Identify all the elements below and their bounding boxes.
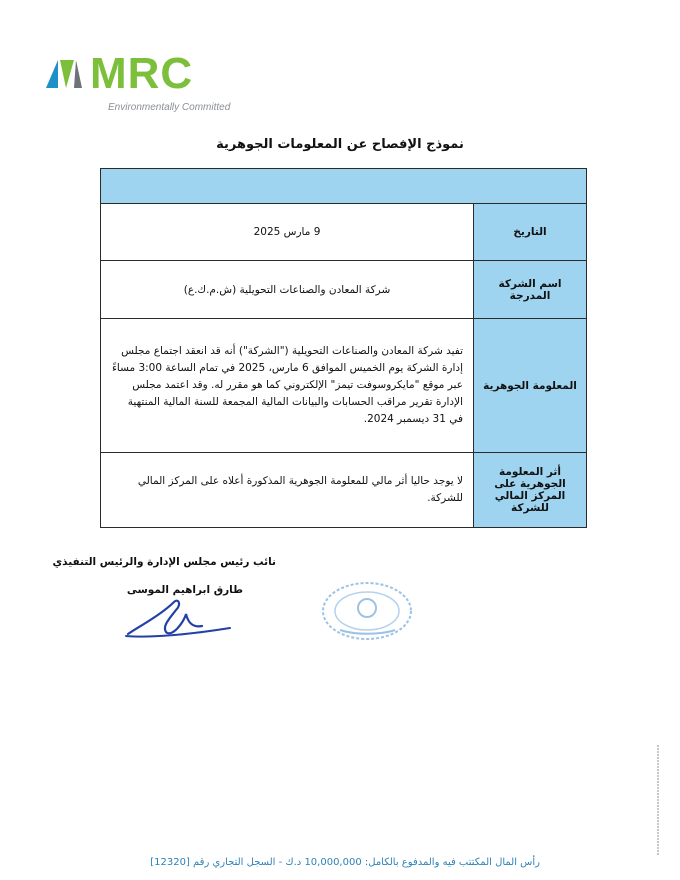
handwritten-signature — [122, 596, 234, 646]
table-header-row — [101, 169, 587, 204]
company-stamp-seal — [320, 580, 415, 642]
logo-wordmark: MRC — [90, 50, 194, 98]
logo-tagline: Environmentally Committed — [108, 102, 231, 113]
row-label-financial-impact: أثر المعلومة الجوهرية على المركز المالي للشركة — [474, 453, 587, 528]
table-row — [101, 453, 587, 528]
table-row — [101, 204, 587, 261]
row-value-financial-impact: لا يوجد حاليا أثر مالي للمعلومة الجوهرية المذكورة أعلاه على المركز المالي للشركة. — [101, 453, 474, 528]
table-row — [101, 319, 587, 453]
signatory-name: طارق ابراهيم الموسى — [126, 584, 243, 596]
row-label-company: اسم الشركة المدرجة — [474, 261, 587, 319]
row-value-company: شركة المعادن والصناعات التحويلية (ش.م.ك.ع) — [101, 261, 474, 319]
table-header-cell — [101, 169, 587, 204]
side-recycle-note — [655, 745, 661, 855]
row-label-date: التاريخ — [474, 204, 587, 261]
logo-mark-icon — [46, 60, 82, 88]
page-title: نموذج الإفصاح عن المعلومات الجوهرية — [216, 137, 464, 152]
footer-capital-registration: رأس المال المكتتب فيه والمدفوع بالكامل: 10,000,000 د.ك - السجل التجاري رقم [12320] — [150, 857, 540, 868]
row-value-material-info: تفيد شركة المعادن والصناعات التحويلية ("الشركة") أنه قد انعقد اجتماع مجلس إدارة الشركة يوم الخميس الموافق 6 مارس، 2025 في تمام الساعة 3:00 مساءً عبر موقع "مايكروسوفت تيمز" الإلكتروني كما هو مقرر له. وقد اعتمد مجلس الإدارة تقرير مراقب الحسابات والبيانات المالية المجمعة للسنة المالية المنتهية في 31 ديسمبر 2024. — [101, 319, 474, 453]
row-value-date: 9 مارس 2025 — [101, 204, 474, 261]
table-row — [101, 261, 587, 319]
row-label-material-info: المعلومة الجوهرية — [474, 319, 587, 453]
disclosure-table — [100, 168, 587, 528]
signatory-title: نائب رئيس مجلس الإدارة والرئيس التنفيذي — [52, 556, 276, 568]
